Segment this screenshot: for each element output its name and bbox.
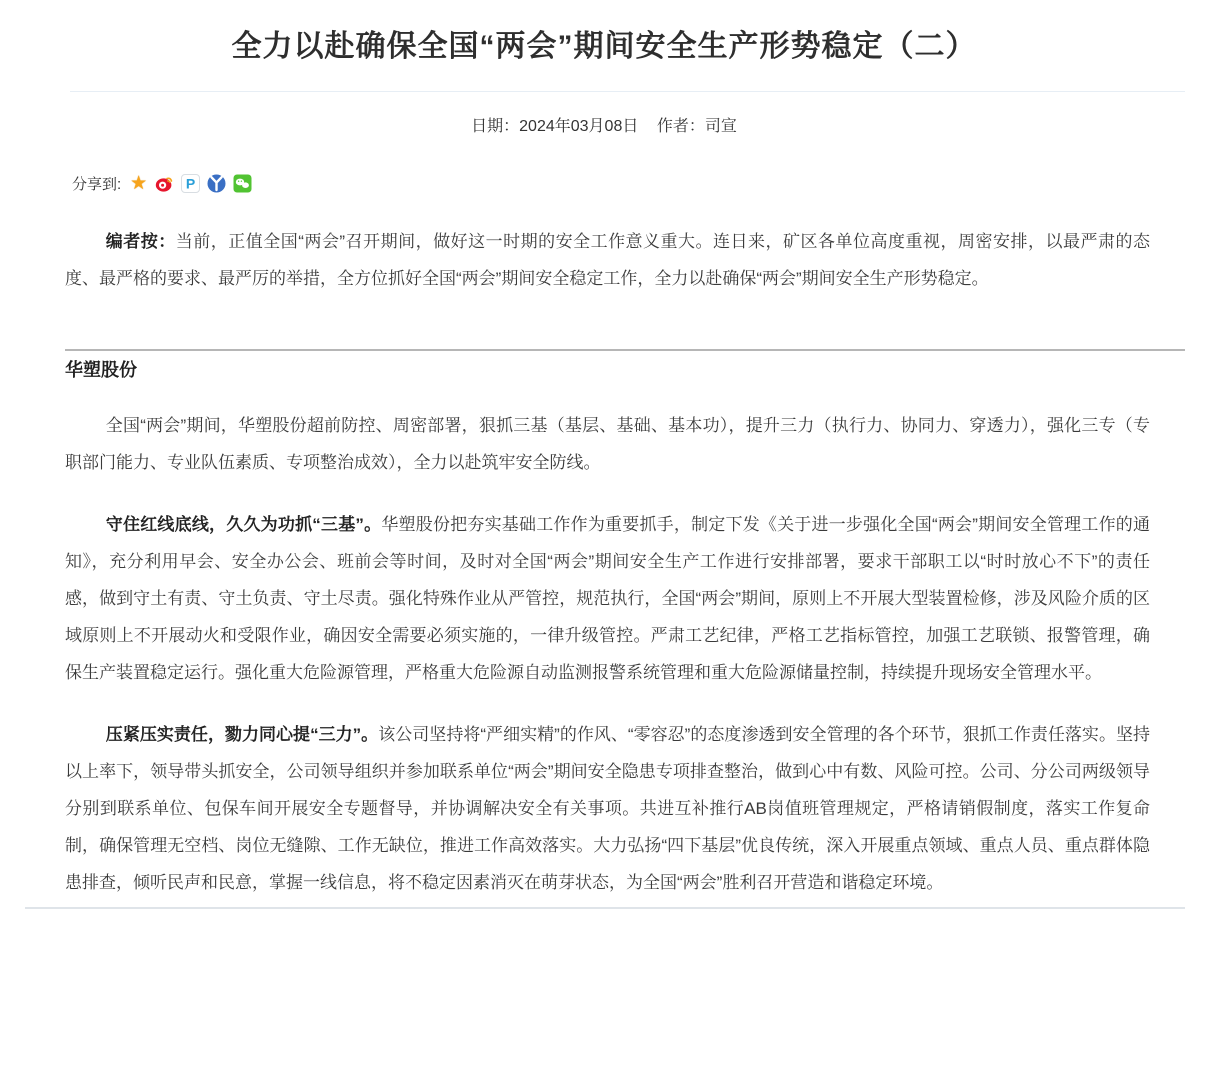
paragraph-overview	[65, 407, 1150, 481]
svg-text:P: P	[186, 175, 196, 191]
paragraph-overview-text: 全国“两会”期间，华塑股份超前防控、周密部署，狠抓三基（基层、基础、基本功），提升三力（执行力、协同力、穿透力），强化三专（专职部门能力、专业队伍素质、专项整治成效），全力以赴筑牢安全防线。	[65, 416, 1150, 472]
editor-note-text: 当前，正值全国“两会”召开期间，做好这一时期的安全工作意义重大。连日来，矿区各单位高度重视，周密安排，以最严肃的态度、最严格的要求、最严厉的举措，全方位抓好全国“两会”期间安全稳定工作，全力以赴确保“两会”期间安全生产形势稳定。	[65, 232, 1150, 288]
weibo-icon[interactable]	[155, 174, 174, 193]
qzone-icon[interactable]	[129, 174, 148, 193]
pengyou-icon[interactable]	[181, 174, 200, 193]
qq-icon-graphic	[207, 174, 226, 193]
section-heading: 华塑股份	[65, 360, 137, 380]
editor-note	[65, 223, 1150, 297]
qzone-star-glyph: ★	[130, 172, 148, 194]
qq-icon[interactable]	[207, 174, 226, 193]
paragraph-sanji	[65, 506, 1150, 691]
share-label: 分享到:	[72, 175, 122, 193]
weibo-icon-graphic	[155, 174, 174, 193]
wechat-icon-graphic	[233, 174, 252, 193]
article-meta	[0, 113, 1208, 136]
article-date: 日期：2024年03月08日	[471, 118, 639, 135]
paragraph-sanli-lead: 压紧压实责任，勠力同心提“三力”。	[105, 725, 379, 744]
share-row	[72, 172, 1208, 194]
title-divider	[70, 91, 1185, 92]
paragraph-sanli-text: 该公司坚持将“严细实精”的作风、“零容忍”的态度渗透到安全管理的各个环节，狠抓工作责任落实。坚持以上率下，领导带头抓安全，公司领导组织并参加联系单位“两会”期间安全隐患专项排查整治，做到心中有数、风险可控。公司、分公司两级领导分别到联系单位、包保车间开展安全专题督导，并协调解决安全有关事项。共进互补推行AB岗值班管理规定，严格请销假制度，落实工作复命制，确保管理无空档、岗位无缝隙、工作无缺位，推进工作高效落实。大力弘扬“四下基层”优良传统，深入开展重点领域、重点人员、重点群体隐患排查，倾听民声和民意，掌握一线信息，将不稳定因素消灭在萌芽状态，为全国“两会”胜利召开营造和谐稳定环境。	[65, 725, 1150, 892]
paragraph-sanli	[65, 716, 1150, 901]
page-title: 全力以赴确保全国“两会”期间安全生产形势稳定（二）	[231, 30, 977, 63]
bottom-divider	[25, 907, 1185, 909]
paragraph-sanji-text: 华塑股份把夯实基础工作作为重要抓手，制定下发《关于进一步强化全国“两会”期间安全管理工作的通知》，充分利用早会、安全办公会、班前会等时间，及时对全国“两会”期间安全生产工作进行安排部署，要求干部职工以“时时放心不下”的责任感，做到守土有责、守土负责、守土尽责。强化特殊作业从严管控，规范执行，全国“两会”期间，原则上不开展大型装置检修，涉及风险介质的区域原则上不开展动火和受限作业，确因安全需要必须实施的，一律升级管控。严肃工艺纪律，严格工艺指标管控，加强工艺联锁、报警管理，确保生产装置稳定运行。强化重大危险源管理，严格重大危险源自动监测报警系统管理和重大危险源储量控制，持续提升现场安全管理水平。	[65, 515, 1150, 682]
pengyou-icon-graphic	[181, 174, 200, 193]
wechat-icon[interactable]	[233, 174, 252, 193]
editor-note-lead: 编者按：	[105, 232, 176, 251]
section-divider	[65, 349, 1185, 351]
paragraph-sanji-lead: 守住红线底线，久久为功抓“三基”。	[105, 515, 382, 534]
article-author: 作者：司宣	[656, 118, 737, 135]
